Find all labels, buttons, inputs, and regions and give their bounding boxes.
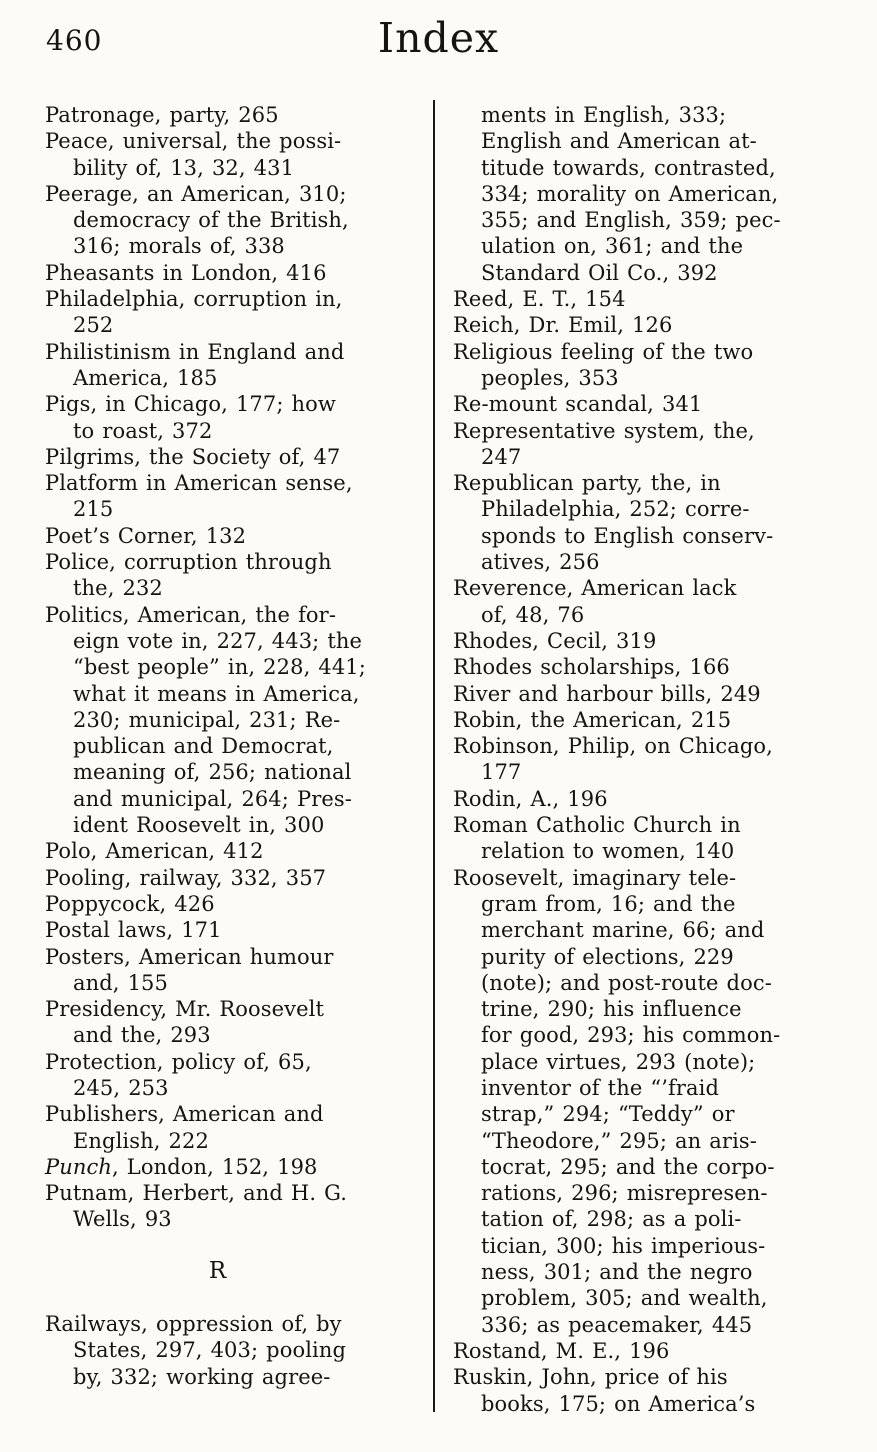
- index-entry: Postal laws, 171: [45, 918, 222, 943]
- page-title: Index: [377, 14, 500, 62]
- index-entry: Religious feeling of the two peoples, 353: [453, 339, 754, 390]
- column-divider: [433, 100, 435, 1412]
- index-entry: Police, corruption through the, 232: [45, 550, 332, 601]
- index-entry: Peace, universal, the possi- bility of, 13, 32, 431: [45, 129, 342, 180]
- index-entry: Reich, Dr. Emil, 126: [453, 313, 673, 338]
- index-entry: Peerage, an American, 310; democracy of the British, 316; morals of, 338: [45, 181, 349, 259]
- index-entry: ments in English, 333; English and American at- titude towards, contrasted, 334; morality on American, 355; and English, 359; pec- ulation on, 361; and the Standard Oil Co., 392: [481, 103, 781, 285]
- page-number: 460: [46, 24, 103, 57]
- index-entry: River and harbour bills, 249: [453, 681, 761, 706]
- index-entry: Putnam, Herbert, and H. G. Wells, 93: [45, 1181, 348, 1232]
- index-entry: Reverence, American lack of, 48, 76: [453, 576, 737, 627]
- index-entry: Pilgrims, the Society of, 47: [45, 444, 341, 469]
- index-entry: Robinson, Philip, on Chicago, 177: [453, 734, 773, 785]
- index-entry: Philistinism in England and America, 185: [45, 339, 345, 390]
- index-entry: Posters, American humour and, 155: [45, 944, 334, 995]
- index-entry: Poppycock, 426: [45, 891, 215, 916]
- index-entry: Poet’s Corner, 132: [45, 523, 247, 548]
- index-entry: Protection, policy of, 65, 245, 253: [45, 1049, 312, 1100]
- index-column-right: [453, 102, 829, 1417]
- index-entry: Rhodes scholarships, 166: [453, 655, 730, 680]
- index-entry: Reed, E. T., 154: [453, 287, 626, 312]
- index-entry: Publishers, American and English, 222: [45, 1102, 324, 1153]
- index-entry: Railways, oppression of, by States, 297, 403; pooling by, 332; working agree-: [45, 1312, 347, 1389]
- index-entry: Ruskin, John, price of his books, 175; on America’s: [453, 1365, 756, 1416]
- index-entry: Pheasants in London, 416: [45, 260, 327, 285]
- index-entry: Polo, American, 412: [45, 839, 264, 864]
- index-entry: Representative system, the, 247: [453, 418, 755, 469]
- index-entry: Punch, London, 152, 198: [45, 1154, 318, 1179]
- index-entry: Patronage, party, 265: [45, 103, 279, 127]
- index-entry: Roman Catholic Church in relation to women, 140: [453, 813, 741, 864]
- index-entry: Rodin, A., 196: [453, 786, 608, 811]
- index-entry: Presidency, Mr. Roosevelt and the, 293: [45, 997, 325, 1048]
- index-column-left: [45, 102, 421, 1390]
- index-entry: Pooling, railway, 332, 357: [45, 865, 327, 890]
- index-entry: Re-mount scandal, 341: [453, 392, 703, 417]
- index-entry: Platform in American sense, 215: [45, 471, 353, 522]
- index-entry: Roosevelt, imaginary tele- gram from, 16; and the merchant marine, 66; and purity of elections, 229 (note); and post-route doc- trine, 290; his influence for good, 293; his common- place virtues, 293 (note); inventor of the “’fraid strap,” 294; “Teddy” or “Theodore,” 295; an aris- tocrat, 295; and the corpo- rations, 296; misrepresen- tation of, 298; as a poli- tician, 300; his imperious- ness, 301; and the negro problem, 305; and wealth, 336; as peacemaker, 445: [453, 865, 781, 1337]
- index-entry: Pigs, in Chicago, 177; how to roast, 372: [45, 392, 336, 443]
- index-entry: Robin, the American, 215: [453, 707, 732, 732]
- index-entry: Rhodes, Cecil, 319: [453, 628, 657, 653]
- index-entry: Philadelphia, corruption in, 252: [45, 287, 343, 338]
- index-entry: Republican party, the, in Philadelphia, 252; corre- sponds to English conserv- atives, 256: [453, 471, 774, 575]
- section-heading: R: [208, 1257, 228, 1284]
- index-entry: Rostand, M. E., 196: [453, 1338, 670, 1363]
- index-entry: Politics, American, the for- eign vote in, 227, 443; the “best people” in, 228, 441; what it means in America, 230; municipal, 231; Re- publican and Democrat, meaning of, 256; national and municipal, 264; Pres- ident Roosevelt in, 300: [45, 602, 366, 838]
